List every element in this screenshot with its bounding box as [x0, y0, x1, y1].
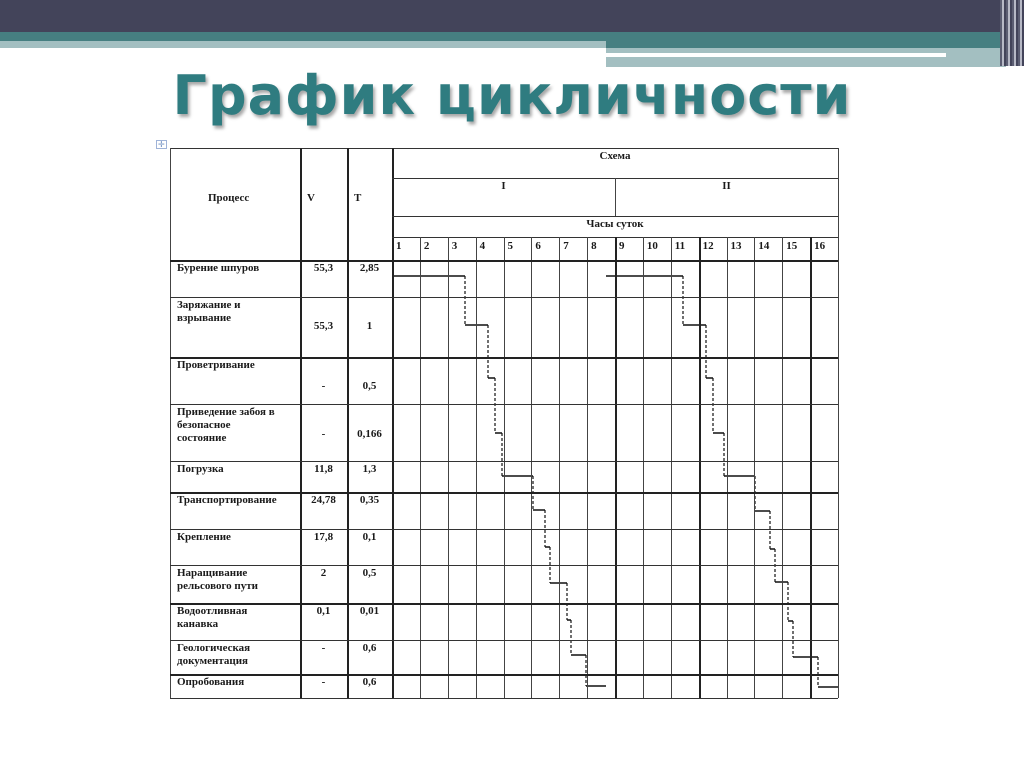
hour-number: 8	[591, 240, 597, 252]
hour-column-divider	[476, 237, 477, 698]
row-t-value: 0,01	[359, 605, 380, 617]
hour-number: 9	[619, 240, 625, 252]
row-v-value: 24,78	[311, 494, 336, 506]
row-v-value: 2	[320, 567, 327, 579]
hour-number: 7	[563, 240, 569, 252]
header-scheme-2: II	[722, 180, 731, 192]
row-v-value: 17,8	[313, 531, 334, 543]
hour-column-divider	[587, 237, 588, 698]
header-v: V	[307, 192, 315, 204]
row-process-label: Проветривание	[177, 359, 255, 371]
hour-column-divider	[504, 237, 505, 698]
row-t-value: 0,5	[362, 567, 377, 579]
hour-number: 6	[535, 240, 541, 252]
hour-column-divider	[615, 237, 617, 698]
row-divider	[170, 698, 838, 699]
row-v-value: 55,3	[313, 320, 334, 332]
row-process-label: Погрузка	[177, 463, 224, 475]
hour-column-divider	[448, 237, 449, 698]
row-t-value: 0,6	[362, 642, 377, 654]
row-v-value: -	[321, 642, 326, 654]
row-t-value: 2,85	[359, 262, 380, 274]
row-v-value: 0,1	[316, 605, 331, 617]
table-border	[170, 148, 838, 149]
hour-column-divider	[754, 237, 755, 698]
row-v-value: 55,3	[313, 262, 334, 274]
row-process-label: Наращивание	[177, 567, 248, 579]
row-t-value: 1	[366, 320, 373, 332]
row-t-value: 1,3	[362, 463, 377, 475]
row-divider	[170, 565, 838, 566]
row-divider	[170, 357, 838, 359]
row-v-value: -	[321, 676, 326, 688]
slide-title: График цикличности	[172, 64, 852, 127]
row-divider	[170, 260, 838, 262]
row-divider	[170, 404, 838, 405]
row-divider	[170, 529, 838, 530]
table-border	[170, 148, 171, 698]
row-v-value: -	[321, 380, 326, 392]
hour-number: 5	[507, 240, 513, 252]
hour-column-divider	[643, 237, 644, 698]
hour-number: 10	[646, 240, 658, 252]
row-t-value: 0,1	[362, 531, 377, 543]
header-hours-label: Часы суток	[586, 218, 644, 230]
row-process-label: состояние	[177, 432, 227, 444]
row-process-label: Геологическая	[177, 642, 251, 654]
hour-column-divider	[727, 237, 728, 698]
row-process-label: документация	[177, 655, 248, 667]
hour-number: 1	[396, 240, 402, 252]
row-process-label: безопасное	[177, 419, 231, 431]
row-t-value: 0,166	[357, 428, 382, 440]
header-t: T	[354, 192, 362, 204]
row-divider	[170, 297, 838, 298]
hour-column-divider	[699, 237, 701, 698]
row-process-label: рельсового пути	[177, 580, 259, 592]
hour-column-divider	[810, 237, 812, 698]
hour-number: 2	[423, 240, 430, 252]
row-process-label: канавка	[177, 618, 219, 630]
header-scheme-1: I	[501, 180, 506, 192]
row-process-label: Бурение шпуров	[177, 262, 260, 274]
hour-number: 4	[479, 240, 486, 252]
table-border	[838, 148, 839, 698]
hour-number: 11	[674, 240, 686, 252]
hour-column-divider	[420, 237, 421, 698]
hour-column-divider	[531, 237, 532, 698]
row-t-value: 0,5	[362, 380, 377, 392]
hour-number: 16	[814, 240, 826, 252]
row-process-label: Транспортирование	[177, 494, 277, 506]
row-t-value: 0,35	[359, 494, 380, 506]
row-v-value: 11,8	[314, 463, 333, 475]
row-divider	[170, 461, 838, 462]
row-process-label: Приведение забоя в	[177, 406, 275, 418]
row-t-value: 0,6	[362, 676, 377, 688]
row-process-label: взрывание	[177, 312, 232, 324]
row-process-label: Водоотливная	[177, 605, 248, 617]
hour-number: 3	[451, 240, 458, 252]
hour-number: 12	[702, 240, 714, 252]
row-divider	[170, 603, 838, 605]
hour-column-divider	[782, 237, 783, 698]
hour-column-divider	[559, 237, 560, 698]
row-process-label: Заряжание и	[177, 299, 241, 311]
header-scheme: Схема	[599, 150, 631, 162]
row-process-label: Опробования	[177, 676, 245, 688]
row-divider	[170, 674, 838, 676]
row-v-value: -	[321, 428, 326, 440]
hour-number: 13	[730, 240, 742, 252]
hour-number: 15	[786, 240, 798, 252]
header-process: Процесс	[208, 192, 250, 204]
header-divider	[392, 216, 838, 217]
row-process-label: Крепление	[177, 531, 231, 543]
hour-column-divider	[671, 237, 672, 698]
hour-number: 14	[758, 240, 770, 252]
row-divider	[170, 640, 838, 641]
table-move-handle-icon[interactable]: ✛	[158, 140, 165, 149]
